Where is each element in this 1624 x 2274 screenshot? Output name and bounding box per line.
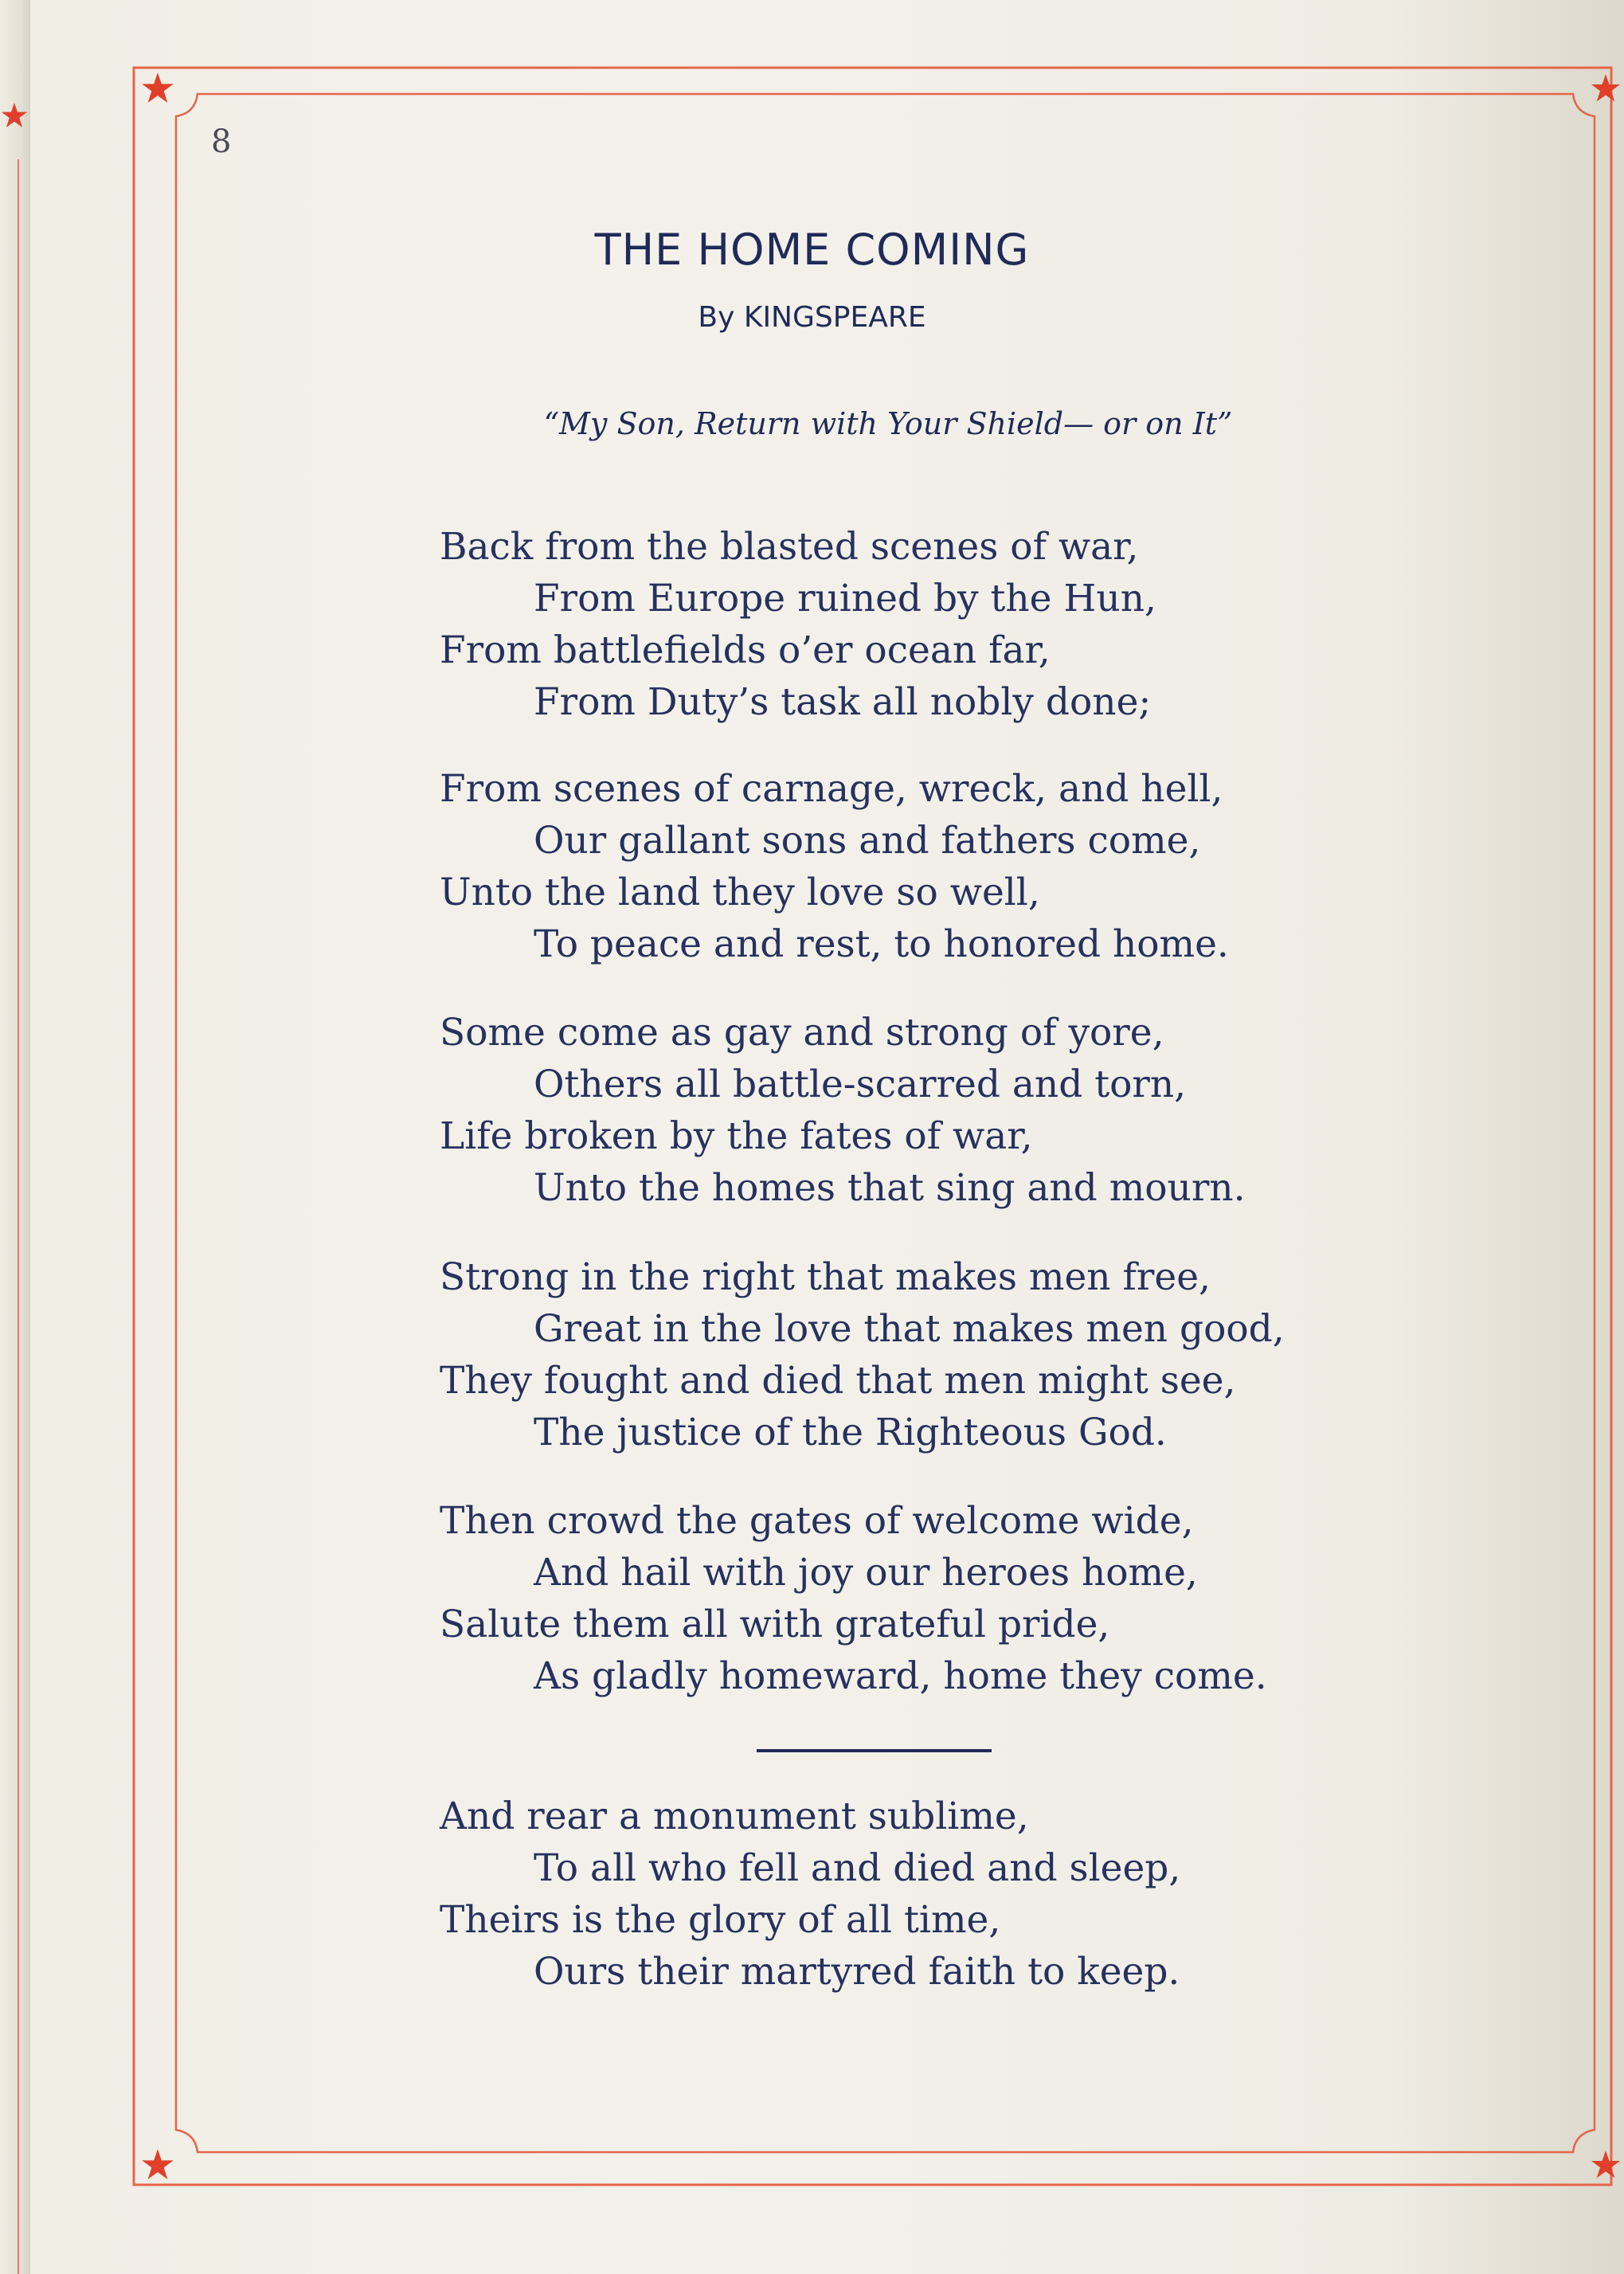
poem-line: To all who fell and died and sleep,: [534, 1846, 1181, 1890]
page-number: 8: [211, 123, 232, 160]
poem-line: Life broken by the fates of war,: [440, 1114, 1033, 1158]
star-icon: [1590, 2150, 1622, 2182]
poem-line: Unto the homes that sing and mourn.: [534, 1166, 1246, 1210]
stanza: [440, 1495, 1267, 1702]
poem-line: Unto the land they love so well,: [440, 871, 1040, 914]
stanza: [440, 521, 1156, 728]
star-icon: [140, 72, 175, 107]
stanza: [440, 1251, 1285, 1458]
poem-byline: By KINGSPEARE: [698, 301, 926, 334]
poem-line: From Duty’s task all nobly done;: [534, 680, 1152, 724]
poem-line: Ours their martyred faith to keep.: [534, 1950, 1180, 1994]
poem-line: Strong in the right that makes men free,: [440, 1255, 1211, 1299]
poem-line: From battlefields o’er ocean far,: [440, 628, 1051, 672]
poem-line: And hail with joy our heroes home,: [534, 1551, 1198, 1595]
poem-line: Our gallant sons and fathers come,: [534, 819, 1201, 863]
stanza: [440, 763, 1229, 970]
poem-line: From Europe ruined by the Hun,: [534, 577, 1156, 620]
poem-line: And rear a monument sublime,: [440, 1795, 1029, 1838]
poem-line: Back from the blasted scenes of war,: [440, 525, 1139, 569]
star-icon: [1590, 73, 1622, 105]
section-divider: [757, 1749, 992, 1752]
poem-line: Great in the love that makes men good,: [534, 1307, 1285, 1351]
stanza: [440, 1007, 1246, 1214]
poem-title: THE HOME COMING: [594, 225, 1030, 275]
poem-line: Then crowd the gates of welcome wide,: [440, 1499, 1194, 1543]
poem-epigraph: “My Son, Return with Your Shield— or on It”: [543, 406, 1233, 441]
poem-line: Some come as gay and strong of yore,: [440, 1011, 1164, 1055]
poem-line: The justice of the Righteous God.: [534, 1411, 1167, 1454]
star-icon: [140, 2148, 175, 2183]
stanza: [440, 1791, 1180, 1998]
poem-line: As gladly homeward, home they come.: [534, 1654, 1267, 1698]
poem-line: Others all battle-scarred and torn,: [534, 1063, 1187, 1106]
poem-line: Salute them all with grateful pride,: [440, 1603, 1110, 1646]
poem-line: From scenes of carnage, wreck, and hell,: [440, 767, 1223, 811]
poem-line: They fought and died that men might see,: [440, 1359, 1236, 1403]
poem-line: Theirs is the glory of all time,: [440, 1898, 1001, 1942]
poem-line: To peace and rest, to honored home.: [534, 922, 1229, 966]
